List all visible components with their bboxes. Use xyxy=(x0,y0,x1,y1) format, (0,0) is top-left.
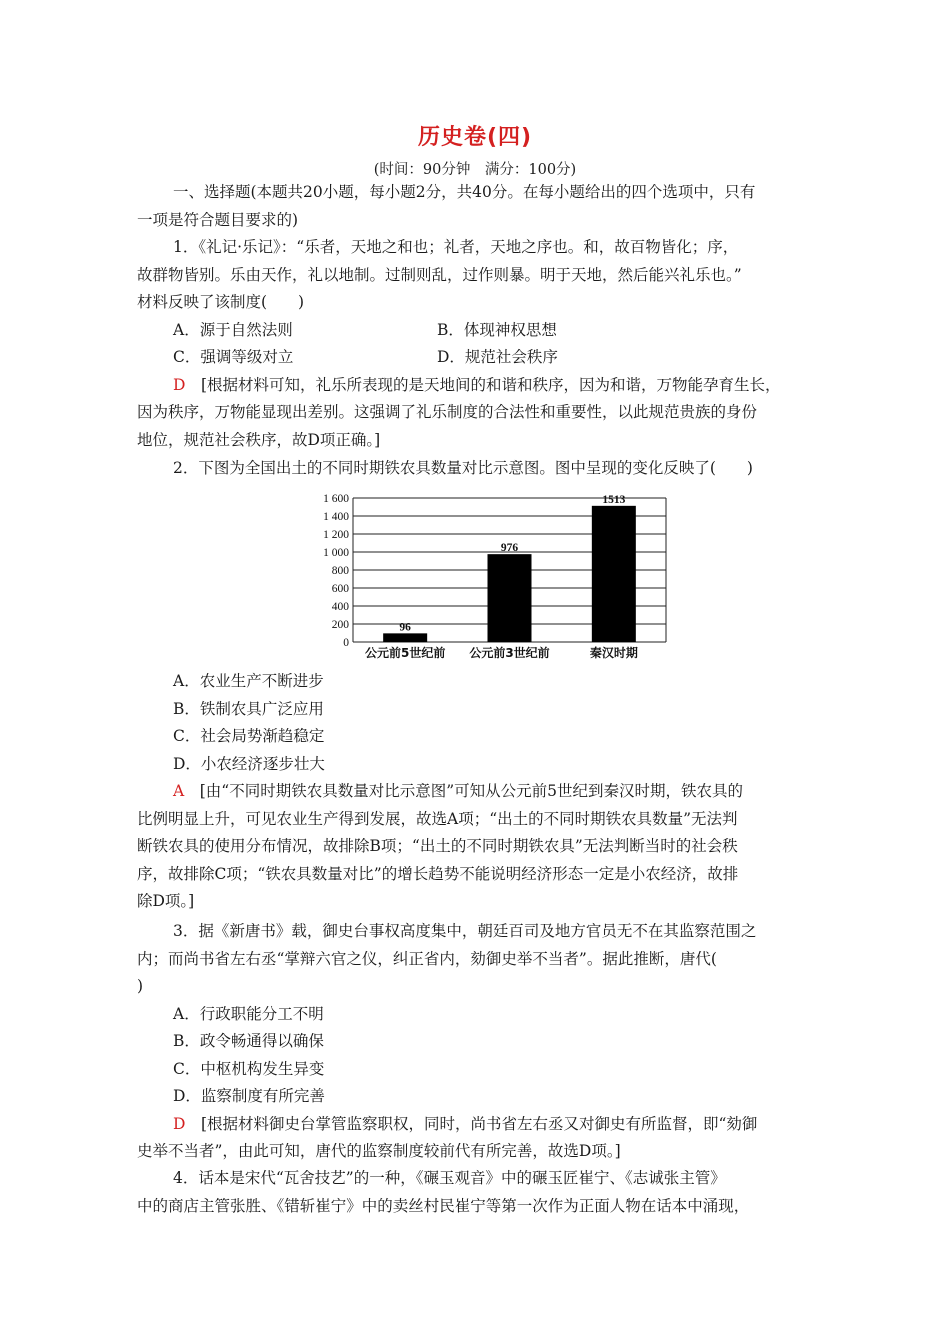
option-c: C．社会局势渐趋稳定 xyxy=(173,727,325,745)
bar-value-label: 96 xyxy=(399,621,411,634)
option-a: A．源于自然法则 xyxy=(173,320,293,339)
bar xyxy=(592,506,636,642)
explanation-text: 序，故排除C项；“铁农具数量对比”的增长趋势不能说明经济形态一定是小农经济，故排 xyxy=(137,864,739,883)
option-d: D．监察制度有所完善 xyxy=(173,1087,325,1105)
y-tick-label: 600 xyxy=(331,583,349,595)
question-text: 材料反映了该制度( ) xyxy=(137,293,305,311)
question-3 xyxy=(137,918,813,1166)
explanation xyxy=(137,372,813,400)
iron-tools-bar-chart xyxy=(310,488,670,663)
question-text: 3．据《新唐书》载，御史台事权高度集中，朝廷百司及地方官员无不在其监察范围之 xyxy=(173,922,757,940)
y-tick-label: 0 xyxy=(343,637,349,649)
page-title: 历史卷(四) xyxy=(417,125,533,150)
x-category-label: 公元前5世纪前 xyxy=(364,646,446,660)
option-row xyxy=(137,317,813,345)
bar xyxy=(488,554,532,642)
question-text: 故群物皆别。乐由天作，礼以地制。过制则乱，过作则暴。明于天地，然后能兴礼乐也。” xyxy=(137,265,742,284)
option-row xyxy=(137,344,813,372)
question-text: 中的商店主管张胜、《错斩崔宁》中的卖丝村民崔宁等第一次作为正面人物在话本中涌现， xyxy=(137,1196,750,1215)
explanation-text: 史举不当者”，由此可知，唐代的监察制度较前代有所完善，故选D项。] xyxy=(137,1142,621,1160)
option-c: C．中枢机构发生异变 xyxy=(173,1059,325,1078)
question-1 xyxy=(137,234,813,454)
y-tick-label: 400 xyxy=(331,601,349,613)
answer-letter: A xyxy=(173,782,185,800)
explanation-text: 地位，规范社会秩序，故D项正确。] xyxy=(137,430,381,449)
explanation xyxy=(137,1111,813,1139)
section-line: 一、选择题(本题共20小题，每小题2分，共40分。在每小题给出的四个选项中，只有 xyxy=(173,183,756,201)
y-tick-label: 1 200 xyxy=(323,529,349,541)
explanation-text: 除D项。] xyxy=(137,892,195,910)
bar xyxy=(383,633,427,642)
question-text: 4．话本是宋代“瓦舍技艺”的一种，《碾玉观音》中的碾玉匠崔宁、《志诚张主管》 xyxy=(173,1169,726,1187)
explanation-text: 断铁农具的使用分布情况，故排除B项；“出土的不同时期铁农具”无法判断当时的社会秩 xyxy=(137,837,738,855)
explanation-text: 比例明显上升，可见农业生产得到发展，故选A项；“出土的不同时期铁农具数量”无法判 xyxy=(137,809,738,828)
option-b: B．政令畅通得以确保 xyxy=(173,1032,324,1050)
question-text: 内；而尚书省左右丞“掌辩六官之仪，纠正省内，劾御史举不当者”。据此推断，唐代( xyxy=(137,949,717,968)
bar-value-label: 976 xyxy=(500,542,519,555)
explanation-text: [由“不同时期铁农具数量对比示意图”可知从公元前5世纪到秦汉时期，铁农具的 xyxy=(199,782,743,800)
question-4 xyxy=(137,1165,813,1220)
question-text: 2．下图为全国出土的不同时期铁农具数量对比示意图。图中呈现的变化反映了( ) xyxy=(173,459,753,477)
option-d: D．小农经济逐步壮大 xyxy=(173,754,325,773)
y-tick-label: 200 xyxy=(331,619,349,631)
question-text: 1．《礼记·乐记》：“乐者，天地之和也；礼者，天地之序也。和，故百物皆化；序， xyxy=(173,238,739,256)
section-line: 一项是符合题目要求的) xyxy=(137,210,299,229)
exam-subtitle: (时间：90分钟 满分：100分) xyxy=(373,162,577,178)
option-c: C．强调等级对立 xyxy=(173,348,294,366)
option-b: B．体现神权思想 xyxy=(437,320,557,339)
option-b: B．铁制农具广泛应用 xyxy=(173,699,324,718)
explanation-text: [根据材料御史台掌管监察职权，同时，尚书省左右丞又对御史有所监督，即“劾御 xyxy=(200,1114,758,1133)
bar-value-label: 1513 xyxy=(602,493,626,506)
option-d: D．规范社会秩序 xyxy=(437,348,558,366)
explanation-text: 因为秩序，万物能显现出差别。这强调了礼乐制度的合法性和重要性，以此规范贵族的身份 xyxy=(137,403,758,421)
option-a: A．农业生产不断进步 xyxy=(173,672,324,690)
x-category-label: 公元前3世纪前 xyxy=(469,646,550,660)
y-tick-label: 1 000 xyxy=(323,547,349,559)
explanation xyxy=(137,778,813,806)
option-a: A．行政职能分工不明 xyxy=(173,1004,324,1023)
explanation-text: [根据材料可知，礼乐所表现的是天地间的和谐和秩序，因为和谐，万物能孕育生长， xyxy=(200,375,781,394)
x-category-label: 秦汉时期 xyxy=(589,646,638,660)
y-tick-label: 800 xyxy=(331,565,349,577)
answer-letter: D xyxy=(173,1114,186,1133)
answer-letter: D xyxy=(173,375,186,394)
question-text: ) xyxy=(137,977,144,995)
section-heading xyxy=(137,179,813,234)
y-tick-label: 1 600 xyxy=(323,493,349,505)
question-2-stem xyxy=(137,455,813,483)
question-2 xyxy=(137,668,813,916)
y-tick-label: 1 400 xyxy=(323,511,349,523)
